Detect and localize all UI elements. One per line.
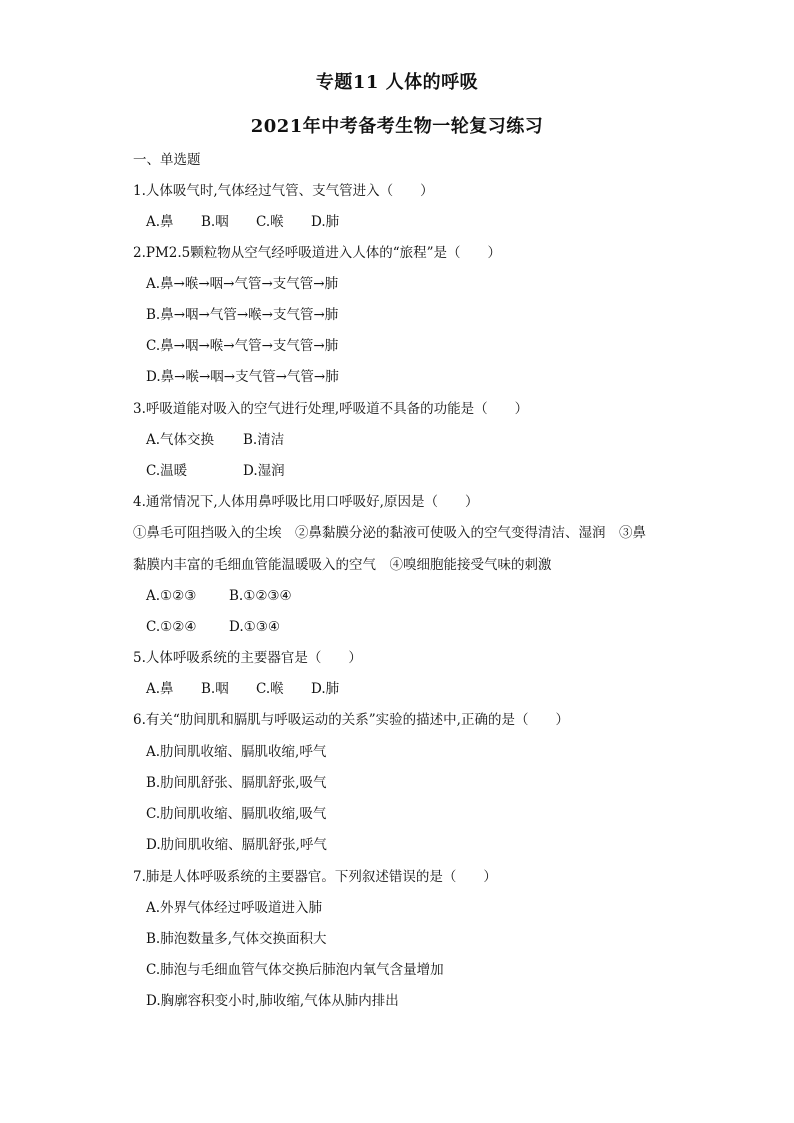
option-b: B.鼻→咽→气管→喉→支气管→肺 bbox=[146, 307, 339, 323]
option-c: C.鼻→咽→喉→气管→支气管→肺 bbox=[146, 338, 339, 354]
option-a: A.①②③ bbox=[146, 588, 197, 604]
option-b: B.清洁 bbox=[243, 432, 285, 448]
question-3-stem: 3.呼吸道能对吸入的空气进行处理,呼吸道不具备的功能是（ ） bbox=[133, 401, 529, 417]
option-a: A.鼻 bbox=[146, 681, 174, 697]
option-b: B.咽 bbox=[201, 681, 229, 697]
option-a: A.鼻 bbox=[146, 214, 174, 230]
option-c: C.喉 bbox=[256, 681, 284, 697]
document-subtitle: 2021年中考备考生物一轮复习练习 bbox=[250, 116, 544, 137]
option-c: C.温暖 bbox=[146, 463, 188, 479]
option-b: B.肺泡数量多,气体交换面积大 bbox=[146, 931, 327, 947]
option-d: D.鼻→喉→咽→支气管→气管→肺 bbox=[146, 369, 339, 385]
question-4-detail-line2: 黏膜内丰富的毛细血管能温暖吸入的空气 ④嗅细胞能接受气味的刺激 bbox=[133, 557, 552, 573]
question-6-stem: 6.有关“肋间肌和膈肌与呼吸运动的关系”实验的描述中,正确的是（ ） bbox=[133, 712, 569, 728]
section-heading: 一、单选题 bbox=[133, 152, 201, 168]
option-c: C.肺泡与毛细血管气体交换后肺泡内氧气含量增加 bbox=[146, 962, 444, 978]
option-b: B.肋间肌舒张、膈肌舒张,吸气 bbox=[146, 775, 327, 791]
question-4-stem: 4.通常情况下,人体用鼻呼吸比用口呼吸好,原因是（ ） bbox=[133, 494, 479, 510]
document-title: 专题11 人体的呼吸 bbox=[315, 72, 479, 93]
option-d: D.肋间肌收缩、膈肌舒张,呼气 bbox=[146, 837, 327, 853]
option-c: C.喉 bbox=[256, 214, 284, 230]
option-d: D.胸廓容积变小时,肺收缩,气体从肺内排出 bbox=[146, 993, 399, 1009]
question-1-stem: 1.人体吸气时,气体经过气管、支气管进入（ ） bbox=[133, 183, 434, 199]
question-2-stem: 2.PM2.5颗粒物从空气经呼吸道进入人体的“旅程”是（ ） bbox=[133, 245, 502, 261]
option-d: D.肺 bbox=[311, 681, 340, 697]
option-c: C.①②④ bbox=[146, 619, 197, 635]
option-d: D.肺 bbox=[311, 214, 340, 230]
question-7-stem: 7.肺是人体呼吸系统的主要器官。下列叙述错误的是（ ） bbox=[133, 869, 497, 885]
question-4-detail-line1: ①鼻毛可阻挡吸入的尘埃 ②鼻黏膜分泌的黏液可使吸入的空气变得清洁、湿润 ③鼻 bbox=[133, 525, 646, 541]
option-a: A.肋间肌收缩、膈肌收缩,呼气 bbox=[146, 744, 327, 760]
option-b: B.①②③④ bbox=[229, 588, 292, 604]
option-c: C.肋间肌收缩、膈肌收缩,吸气 bbox=[146, 806, 327, 822]
option-a: A.鼻→喉→咽→气管→支气管→肺 bbox=[146, 276, 339, 292]
option-a: A.气体交换 bbox=[146, 432, 215, 448]
option-d: D.湿润 bbox=[243, 463, 285, 479]
option-b: B.咽 bbox=[201, 214, 229, 230]
question-5-stem: 5.人体呼吸系统的主要器官是（ ） bbox=[133, 650, 362, 666]
option-d: D.①③④ bbox=[229, 619, 280, 635]
option-a: A.外界气体经过呼吸道进入肺 bbox=[146, 900, 323, 916]
